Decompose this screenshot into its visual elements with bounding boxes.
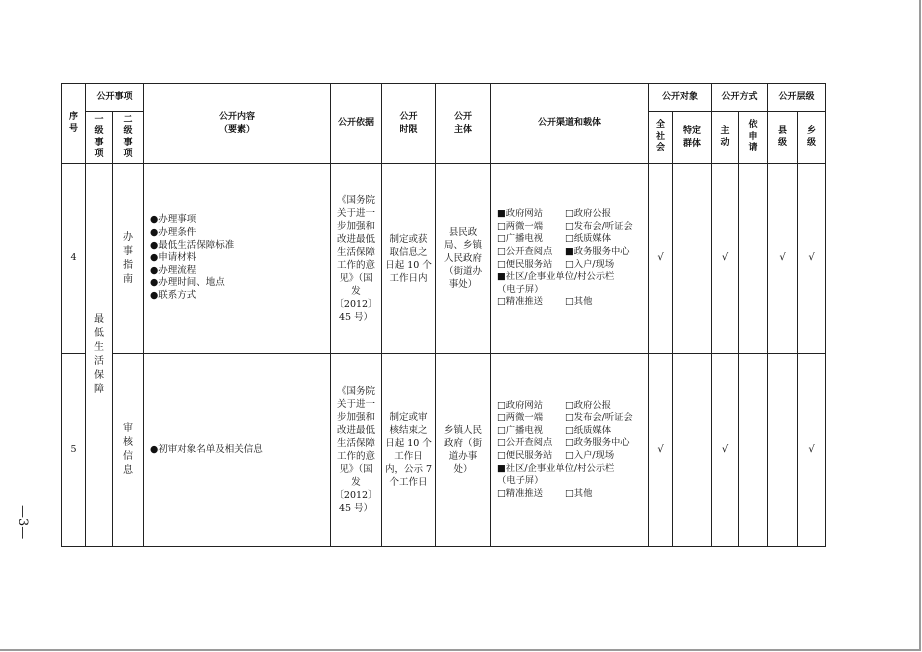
disclosure-basis: 《国务院 关于进一 步加强和 改进最低 生活保障 工作的意 见》（国 发〔2012〕 45 号）	[331, 164, 382, 354]
channel-option: □入户/现场	[565, 450, 615, 461]
channel-option: □政府公报	[565, 399, 611, 411]
header-time-limit: 公开 时限	[382, 84, 436, 164]
content-elements: ●初审对象名单及相关信息	[144, 354, 331, 547]
time-limit: 制定或审 核结束之 日起 10 个 工作日 内，公示 7 个工作日	[382, 354, 436, 547]
header-seq: 序号	[62, 84, 86, 164]
channel-option: □广播电视	[497, 424, 543, 436]
target-all-mark: √	[649, 164, 673, 354]
channel-option: □便民服务站	[497, 450, 553, 461]
page-number: —3—	[15, 504, 30, 540]
method-active-mark: √	[712, 164, 739, 354]
channel-option: □两微一端	[497, 220, 543, 232]
header-target-specific: 特定 群体	[673, 112, 712, 164]
channel-option: ■社区/企事业单位/村公示栏	[497, 271, 615, 283]
row-seq: 4	[62, 164, 86, 354]
content-elements: ●办理事项 ●办理条件 ●最低生活保障标准 ●申请材料 ●办理流程 ●办理时间、地点 ●联系方式	[144, 164, 331, 354]
level-township-mark: √	[798, 354, 826, 547]
header-row-1	[62, 84, 826, 112]
channel-option: ■社区/企事业单位/村公示栏	[497, 462, 615, 474]
target-specific-mark	[673, 164, 712, 354]
channel-option: ■政务服务中心	[565, 245, 630, 257]
header-level2: 二级事项	[113, 112, 144, 164]
channel-option: □便民服务站	[497, 258, 553, 270]
channel-option: □精准推送	[497, 296, 543, 308]
header-level-county: 县级	[768, 112, 798, 164]
channels-list	[491, 164, 649, 354]
level-county-mark: √	[768, 164, 798, 354]
method-active-mark: √	[712, 354, 739, 547]
header-target-all: 全社会	[649, 112, 673, 164]
level2-item: 审核信息	[113, 354, 144, 547]
target-specific-mark	[673, 354, 712, 547]
channel-option: □发布会/听证会	[565, 412, 633, 424]
target-all-mark: √	[649, 354, 673, 547]
time-limit: 制定或获 取信息之 日起 10 个 工作日内	[382, 164, 436, 354]
disclosure-table	[61, 83, 826, 547]
header-content: 公开内容 （要素）	[144, 84, 331, 164]
channel-option: ■政府网站	[497, 208, 543, 220]
header-matters: 公开事项	[86, 84, 144, 112]
disclosure-subject: 县民政 局、乡镇 人民政府 （街道办 事处）	[436, 164, 491, 354]
header-basis: 公开依据	[331, 84, 382, 164]
header-method-active: 主动	[712, 112, 739, 164]
header-method-request: 依申请	[739, 112, 768, 164]
channel-option: □广播电视	[497, 233, 543, 245]
channel-option: □纸质媒体	[565, 233, 611, 245]
level-county-mark	[768, 354, 798, 547]
table-row	[62, 354, 826, 547]
channel-option: □政务服务中心	[565, 437, 630, 449]
method-request-mark	[739, 354, 768, 547]
channel-option: □精准推送	[497, 487, 543, 499]
channel-option: □入户/现场	[565, 258, 615, 270]
disclosure-basis: 《国务院 关于进一 步加强和 改进最低 生活保障 工作的意 见》（国 发〔2012〕 45 号）	[331, 354, 382, 547]
channel-option: □两微一端	[497, 412, 543, 424]
channels-list	[491, 354, 649, 547]
channel-option: □纸质媒体	[565, 424, 611, 436]
channel-option: □其他	[565, 487, 593, 499]
channel-note: （电子屏）	[497, 475, 544, 487]
channel-option: □其他	[565, 296, 593, 308]
header-subject: 公开 主体	[436, 84, 491, 164]
level1-item: 最低生活保障	[86, 164, 113, 547]
channel-option: □发布会/听证会	[565, 220, 633, 232]
header-level1: 一级事项	[86, 112, 113, 164]
header-channels: 公开渠道和载体	[491, 84, 649, 164]
channel-option: □公开查阅点	[497, 245, 553, 257]
header-method: 公开方式	[712, 84, 768, 112]
channel-option: □政府公报	[565, 208, 611, 220]
channel-note: （电子屏）	[497, 283, 544, 295]
level-township-mark: √	[798, 164, 826, 354]
table-row	[62, 164, 826, 354]
row-seq: 5	[62, 354, 86, 547]
channel-option: □公开查阅点	[497, 437, 553, 449]
disclosure-subject: 乡镇人民 政府（街 道办事 处）	[436, 354, 491, 547]
method-request-mark	[739, 164, 768, 354]
channel-option: □政府网站	[497, 399, 543, 411]
header-level: 公开层级	[768, 84, 826, 112]
header-target: 公开对象	[649, 84, 712, 112]
level2-item: 办事指南	[113, 164, 144, 354]
header-level-township: 乡级	[798, 112, 826, 164]
